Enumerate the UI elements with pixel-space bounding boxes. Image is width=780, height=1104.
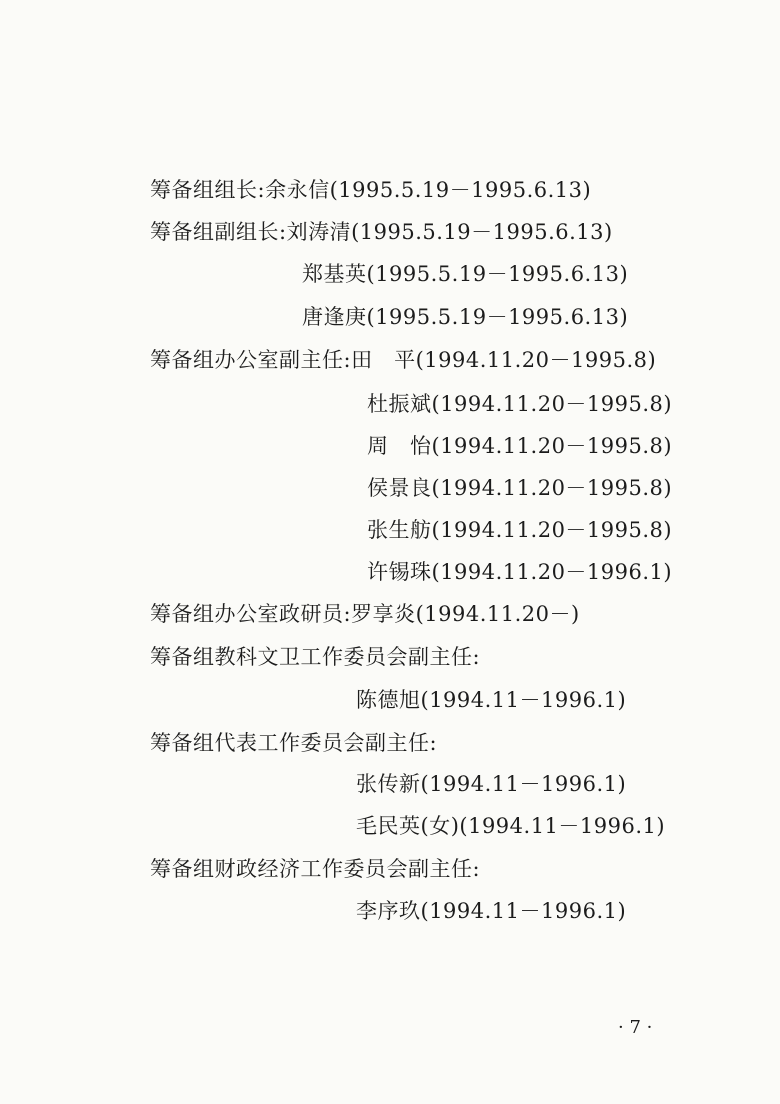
text-line-13: 陈德旭(1994.11－1996.1) [356, 688, 627, 712]
text-line-2: 筹备组副组长:刘涛清(1995.5.19－1995.6.13) [150, 220, 613, 244]
text-line-17: 筹备组财政经济工作委员会副主任: [150, 857, 481, 881]
text-line-14: 筹备组代表工作委员会副主任: [150, 731, 438, 755]
text-line-3: 郑基英(1995.5.19－1995.6.13) [302, 262, 629, 286]
text-line-15: 张传新(1994.11－1996.1) [356, 772, 627, 796]
text-line-16: 毛民英(女)(1994.11－1996.1) [356, 814, 666, 838]
text-line-5: 筹备组办公室副主任:田 平(1994.11.20－1995.8) [150, 348, 657, 372]
text-line-18: 李序玖(1994.11－1996.1) [356, 899, 627, 923]
text-line-12: 筹备组教科文卫工作委员会副主任: [150, 645, 481, 669]
text-line-10: 许锡珠(1994.11.20－1996.1) [367, 560, 673, 584]
text-line-6: 杜振斌(1994.11.20－1995.8) [367, 392, 673, 416]
text-line-9: 张生舫(1994.11.20－1995.8) [367, 518, 673, 542]
text-line-7: 周 怡(1994.11.20－1995.8) [367, 434, 673, 458]
page-number: · 7 · [618, 1017, 653, 1038]
text-line-4: 唐逢庚(1995.5.19－1995.6.13) [302, 305, 629, 329]
text-line-11: 筹备组办公室政研员:罗享炎(1994.11.20－) [150, 602, 580, 626]
text-line-8: 侯景良(1994.11.20－1995.8) [367, 476, 673, 500]
text-line-1: 筹备组组长:余永信(1995.5.19－1995.6.13) [150, 178, 592, 202]
